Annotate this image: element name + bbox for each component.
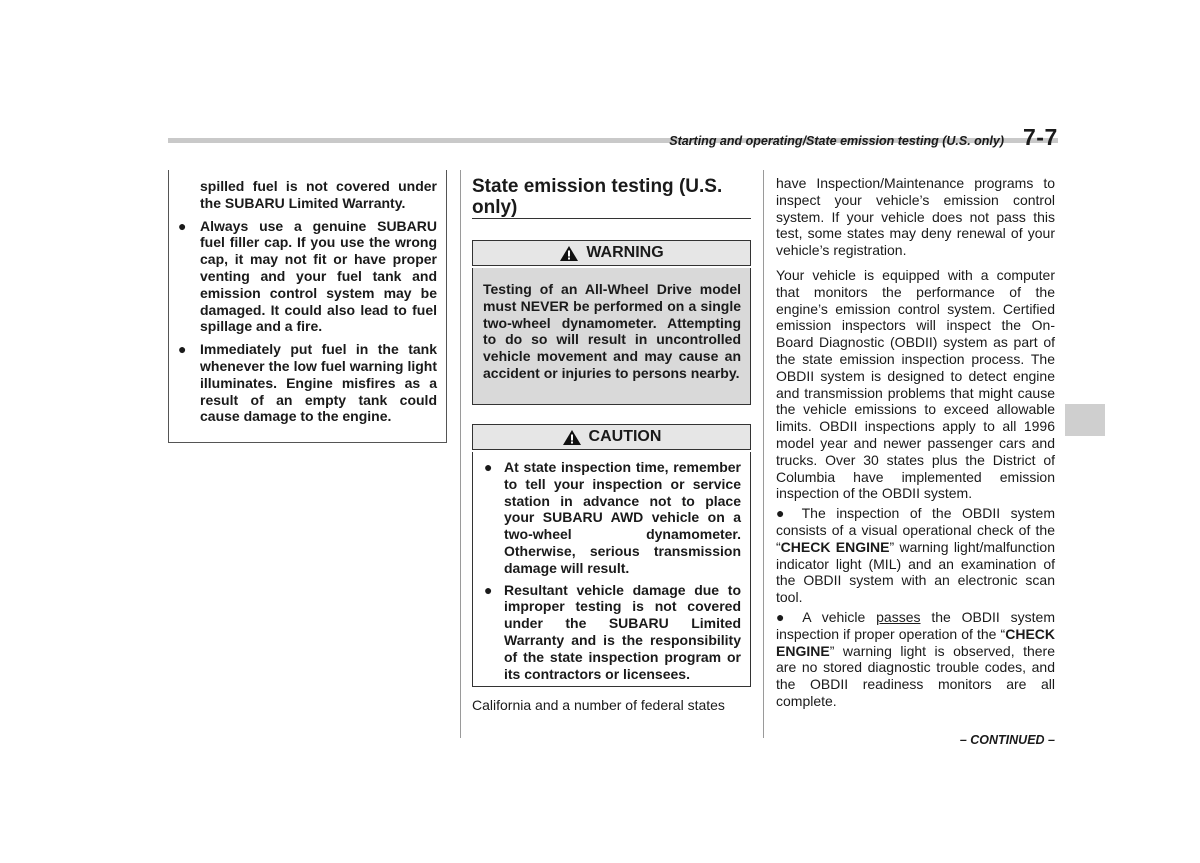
warning-label: WARNING (586, 244, 664, 261)
caution-label: CAUTION (588, 428, 662, 445)
list-item (484, 581, 741, 683)
page-number: 7-7 (1023, 124, 1058, 150)
list-item-text: Resultant vehicle damage due to improper testing is not covered under the SUBARU Limited Warranty and is the responsibility of the state inspection program or its contractors or licensees. (504, 581, 741, 682)
caution-body (472, 452, 751, 687)
column-divider-1 (460, 170, 461, 738)
warning-triangle-icon (559, 245, 579, 262)
warning-continuation-text (178, 178, 437, 425)
text-run-bold: CHECK ENGINE (780, 538, 890, 555)
continued-warning-text: spilled fuel is not covered under the SUBARU Limited Warranty. (200, 178, 437, 211)
text-run: ” warning light/malfunction indicator light (MIL) and an examination of the OBDII system with an electronic scan tool. (776, 538, 1055, 606)
text-run: The inspection of the OBDII system consists of a visual operational check of the “ (776, 505, 1055, 555)
bullet-paragraph (776, 505, 1055, 606)
section-title-rule (472, 218, 751, 219)
list-item-text: Always use a genuine SUBARU fuel filler cap. If you use the wrong cap, it may not fit or have proper venting and your fuel tank and emission control system may be damaged. It could also lead to fuel spillage and a fire. (200, 217, 437, 335)
chapter-tab (1065, 404, 1105, 436)
continued-marker: – CONTINUED – (959, 733, 1055, 747)
bullet-icon: ● (178, 341, 187, 358)
body-column-3 (776, 175, 1055, 718)
running-header: Starting and operating/State emission testing (U.S. only) (669, 134, 1004, 148)
list-item-text: Immediately put fuel in the tank whenever the low fuel warning light illuminates. Engine misfires as a result of an empty tank could cause damage to the engine. (200, 341, 437, 425)
column-divider-2 (763, 170, 764, 738)
body-paragraph: have Inspection/Maintenance programs to inspect your vehicle’s emission control system. If your vehicle does not pass this test, some states may deny renewal of your vehicle’s registration. (776, 175, 1055, 259)
warning-header (472, 240, 751, 266)
text-run-bold: CHECK ENGINE (776, 625, 1055, 659)
list-item (484, 459, 741, 577)
warning-body: Testing of an All-Wheel Drive model must NEVER be performed on a single two-wheel dynamometer. Attempting to do so will result in uncontrolled vehicle movement and may cause an accident or injuries to persons nearby. (472, 268, 751, 405)
caution-header (472, 424, 751, 450)
text-run: ” warning light is observed, there are no stored diagnostic trouble codes, and the OBDII readiness monitors are all complete. (776, 642, 1055, 709)
list-item-text: At state inspection time, remember to tell your inspection or service station in advance not to place your SUBARU AWD vehicle on a two-wheel dynamometer. Otherwise, serious transmission damage will result. (504, 459, 741, 576)
bullet-icon: ● (776, 505, 792, 522)
list-item (178, 217, 437, 336)
text-run: the OBDII system inspection if proper operation of the “ (776, 608, 1055, 642)
text-run-underlined: passes (876, 608, 921, 625)
section-title: State emission testing (U.S. only) (472, 176, 723, 218)
bullet-icon: ● (484, 581, 493, 598)
body-paragraph: Your vehicle is equipped with a computer that monitors the performance of the engine’s emission control system. Certified emission inspectors will inspect the On-Board Diagnostic (OBDII) system as part of the state emission inspection process. The OBDII system is designed to detect engine and transmission problems that might cause the vehicle emissions to exceed allowable limits. OBDII inspections apply to all 1996 model year and newer passenger cars and trucks. Over 30 states plus the District of Columbia have implemented emission inspection of the OBDII system. (776, 266, 1055, 502)
bullet-icon: ● (178, 217, 187, 234)
bullet-paragraph (776, 609, 1055, 710)
bullet-icon: ● (776, 608, 792, 625)
bullet-icon: ● (484, 459, 493, 475)
caution-triangle-icon (562, 429, 582, 446)
list-item (178, 341, 437, 425)
body-paragraph: California and a number of federal states (472, 697, 725, 713)
text-run: A vehicle (802, 608, 877, 625)
